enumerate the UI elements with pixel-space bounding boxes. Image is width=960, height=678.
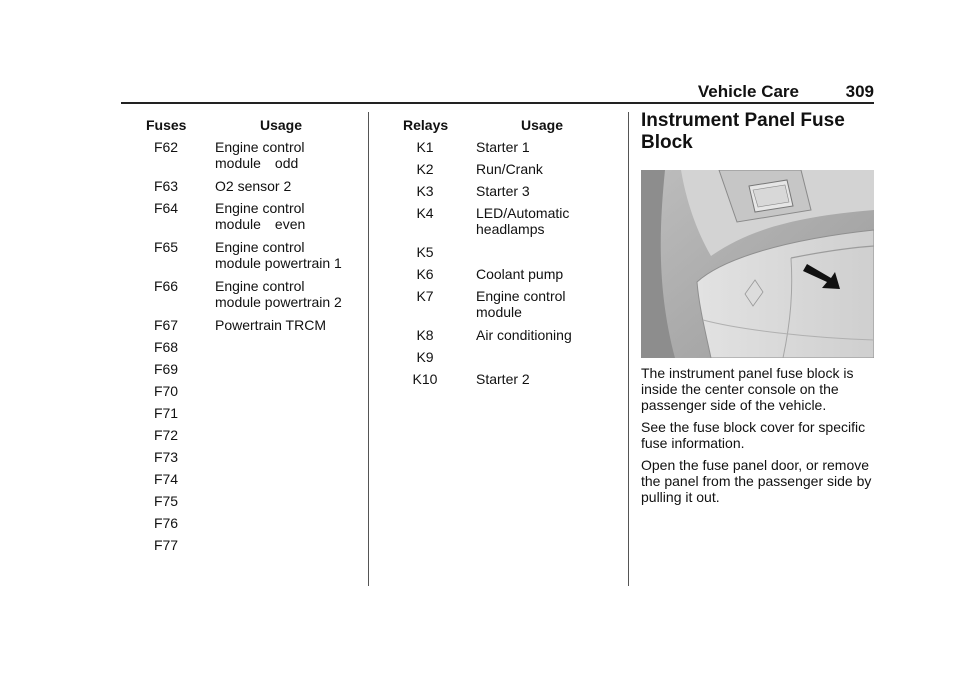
column-divider	[628, 112, 629, 586]
relay-table-header-relays: Relays	[403, 117, 449, 133]
section-paragraph: The instrument panel fuse block is inside the center console on the passenger side of the vehicle.	[641, 365, 854, 413]
row-code: K2	[416, 161, 434, 177]
row-usage	[476, 183, 616, 199]
usage-line: module powertrain 1	[215, 255, 342, 271]
section-paragraph: See the fuse block cover for specific fuse information.	[641, 419, 866, 451]
usage-line: Powertrain TRCM	[215, 317, 326, 333]
row-code: F66	[153, 278, 179, 294]
relay-table-header-usage: Usage	[521, 117, 564, 133]
fuse-table-header-usage: Usage	[260, 117, 303, 133]
usage-line: Engine control	[215, 139, 305, 155]
row-usage	[476, 266, 616, 282]
usage-line: Engine control	[215, 200, 305, 216]
header-rule	[121, 102, 874, 104]
usage-line: Starter 3	[476, 183, 530, 199]
fuse-table-header-fuses: Fuses	[146, 117, 187, 133]
row-usage	[215, 139, 365, 171]
usage-line: headlamps	[476, 221, 545, 237]
usage-line: O2 sensor 2	[215, 178, 292, 194]
row-code: F77	[153, 537, 179, 553]
usage-line: Engine control	[476, 288, 566, 304]
row-code: K5	[416, 244, 434, 260]
row-code: K10	[412, 371, 438, 387]
row-code: F63	[153, 178, 179, 194]
row-usage	[476, 139, 616, 155]
row-code: K1	[416, 139, 434, 155]
row-code: K4	[416, 205, 434, 221]
row-usage	[215, 278, 365, 310]
row-code: F69	[153, 361, 179, 377]
row-code: F72	[153, 427, 179, 443]
row-usage	[476, 371, 616, 387]
usage-line: module	[476, 304, 522, 320]
fuse-block-location-illustration	[641, 170, 874, 358]
header-section-title: Vehicle Care	[697, 82, 799, 101]
row-code: F74	[153, 471, 179, 487]
page-number: 309	[845, 82, 874, 101]
page-header	[0, 82, 874, 104]
relay-table	[398, 117, 623, 397]
row-usage	[476, 288, 616, 320]
row-code: K8	[416, 327, 434, 343]
row-usage	[476, 327, 616, 343]
usage-line: module powertrain 2	[215, 294, 342, 310]
row-code: F65	[153, 239, 179, 255]
usage-line: module odd	[215, 155, 299, 171]
row-usage	[476, 205, 616, 237]
row-code: K6	[416, 266, 434, 282]
row-usage	[215, 239, 365, 271]
row-code: F64	[153, 200, 179, 216]
fuse-table	[140, 117, 365, 577]
usage-line: Starter 2	[476, 371, 530, 387]
row-code: F71	[153, 405, 179, 421]
usage-line: LED/Automatic	[476, 205, 570, 221]
row-code: F75	[153, 493, 179, 509]
row-code: F73	[153, 449, 179, 465]
row-code: F68	[153, 339, 179, 355]
usage-line: Engine control	[215, 278, 305, 294]
usage-line: Air conditioning	[476, 327, 572, 343]
row-code: F76	[153, 515, 179, 531]
row-usage	[215, 200, 365, 232]
usage-line: Starter 1	[476, 139, 530, 155]
row-usage	[476, 161, 616, 177]
row-code: K7	[416, 288, 434, 304]
section-title: Instrument Panel Fuse Block	[641, 110, 845, 153]
row-usage	[215, 317, 365, 333]
row-code: F70	[153, 383, 179, 399]
row-code: K9	[416, 349, 434, 365]
section-paragraph: Open the fuse panel door, or remove the panel from the passenger side by pulling it out.	[641, 457, 872, 505]
usage-line: Run/Crank	[476, 161, 543, 177]
usage-line: Coolant pump	[476, 266, 564, 282]
usage-line: Engine control	[215, 239, 305, 255]
row-usage	[215, 178, 365, 194]
column-divider	[368, 112, 369, 586]
row-code: K3	[416, 183, 434, 199]
usage-line: module even	[215, 216, 306, 232]
row-code: F62	[153, 139, 179, 155]
row-code: F67	[153, 317, 179, 333]
